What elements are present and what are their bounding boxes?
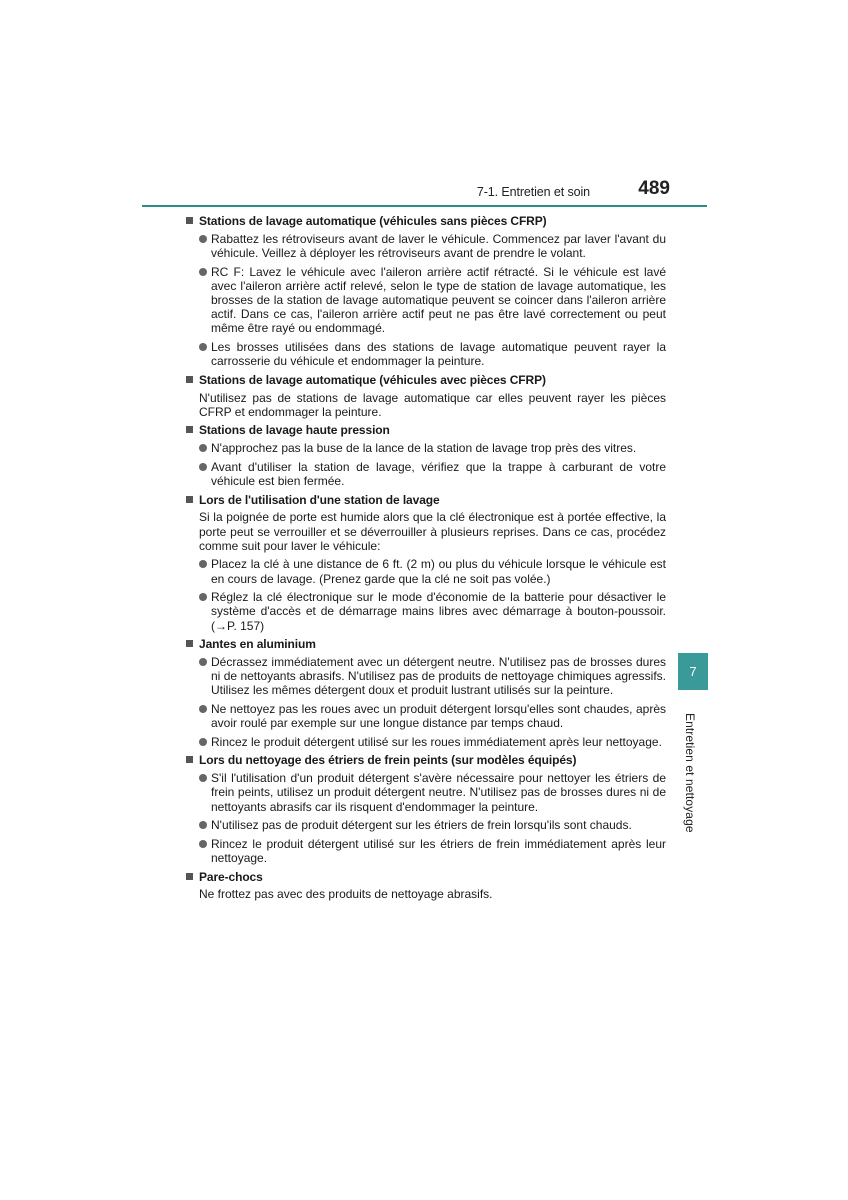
square-bullet-icon <box>186 640 193 647</box>
round-bullet-icon <box>199 268 207 276</box>
list-item: Rabattez les rétroviseurs avant de laver le véhicule. Commencez par laver l'avant du véhicule. Veillez à déployer les rétroviseurs avant de prendre le volant. <box>186 232 666 260</box>
list-item: N'approchez pas la buse de la lance de la station de lavage trop près des vitres. <box>186 441 666 455</box>
round-bullet-icon <box>199 343 207 351</box>
round-bullet-icon <box>199 774 207 782</box>
chapter-tab: 7 <box>678 653 708 690</box>
list-item: Avant d'utiliser la station de lavage, vérifiez que la trappe à carburant de votre véhicule est bien fermée. <box>186 460 666 488</box>
section-paragraph: N'utilisez pas de stations de lavage automatique car elles peuvent rayer les pièces CFRP et endommager la peinture. <box>199 390 666 419</box>
section-aluminium-wheels <box>186 637 666 749</box>
round-bullet-icon <box>199 738 207 746</box>
round-bullet-icon <box>199 821 207 829</box>
section-heading: Jantes en aluminium <box>186 637 666 651</box>
round-bullet-icon <box>199 235 207 243</box>
chapter-label: Entretien et nettoyage <box>683 713 697 833</box>
section-heading: Stations de lavage automatique (véhicules sans pièces CFRP) <box>186 214 666 228</box>
section-brake-calipers <box>186 753 666 865</box>
list-item: Placez la clé à une distance de 6 ft. (2 m) ou plus du véhicule lorsque le véhicule est en cours de lavage. (Prenez garde que la clé ne soit pas volée.) <box>186 557 666 585</box>
page-header <box>142 172 707 208</box>
section-automatic-wash-cfrp <box>186 373 666 419</box>
section-heading: Pare-chocs <box>186 870 666 884</box>
round-bullet-icon <box>199 658 207 666</box>
header-divider <box>142 205 707 207</box>
section-paragraph: Si la poignée de porte est humide alors que la clé électronique est à portée effective, la porte peut se verrouiller et se déverrouiller à plusieurs reprises. Dans ce cas, procédez comme suit pour laver le véhicule: <box>199 510 666 553</box>
list-item: N'utilisez pas de produit détergent sur les étriers de frein lorsqu'ils sont chauds. <box>186 818 666 832</box>
square-bullet-icon <box>186 376 193 383</box>
list-item: RC F: Lavez le véhicule avec l'aileron arrière actif rétracté. Si le véhicule est lavé avec l'aileron arrière actif relevé, selon le type de station de lavage automatique, les brosses de la station de lavage automatique peuvent se coincer dans l'aileron arrière actif. Dans ce cas, l'aileron arrière actif peut ne pas être lavé correctement ou peut même être rayé ou endommagé. <box>186 265 666 336</box>
section-heading: Stations de lavage automatique (véhicules avec pièces CFRP) <box>186 373 666 387</box>
list-item: Ne nettoyez pas les roues avec un produit détergent lorsqu'elles sont chaudes, après avoir roulé par exemple sur une longue distance par temps chaud. <box>186 702 666 730</box>
round-bullet-icon <box>199 463 207 471</box>
section-heading: Lors de l'utilisation d'une station de lavage <box>186 493 666 507</box>
page-content <box>186 214 666 906</box>
page-number: 489 <box>638 178 670 199</box>
list-item: Les brosses utilisées dans des stations de lavage automatique peuvent rayer la carrosserie du véhicule et endommager la peinture. <box>186 340 666 368</box>
square-bullet-icon <box>186 756 193 763</box>
section-paragraph: Ne frottez pas avec des produits de nettoyage abrasifs. <box>199 887 493 902</box>
square-bullet-icon <box>186 217 193 224</box>
list-item: S'il l'utilisation d'un produit détergent s'avère nécessaire pour nettoyer les étriers de frein peints, utilisez un produit détergent neutre. N'utilisez pas de brosses dures ni de nettoyants abrasifs car ils risquent d'endommager la peinture. <box>186 771 666 814</box>
section-automatic-wash-no-cfrp <box>186 214 666 368</box>
list-item: Réglez la clé électronique sur le mode d'économie de la batterie pour désactiver le système d'accès et de démarrage mains libres avec démarrage à bouton-poussoir. (→P. 157) <box>186 590 666 633</box>
square-bullet-icon <box>186 496 193 503</box>
round-bullet-icon <box>199 560 207 568</box>
section-heading: Lors du nettoyage des étriers de frein peints (sur modèles équipés) <box>186 753 666 767</box>
list-item: Décrassez immédiatement avec un détergent neutre. N'utilisez pas de brosses dures ni de nettoyants abrasifs. N'utilisez pas de produits de nettoyage chimiques agressifs. Utilisez les mêmes détergent doux et produit lustrant utilisés sur la peinture. <box>186 655 666 698</box>
list-item: Rincez le produit détergent utilisé sur les étriers de frein immédiatement après leur nettoyage. <box>186 837 666 865</box>
list-item: Rincez le produit détergent utilisé sur les roues immédiatement après leur nettoyage. <box>186 735 666 749</box>
round-bullet-icon <box>199 444 207 452</box>
round-bullet-icon <box>199 593 207 601</box>
section-heading: Stations de lavage haute pression <box>186 423 666 437</box>
section-using-wash-station <box>186 493 666 633</box>
section-high-pressure-wash <box>186 423 666 488</box>
square-bullet-icon <box>186 426 193 433</box>
section-title: 7-1. Entretien et soin <box>476 185 590 199</box>
square-bullet-icon <box>186 873 193 880</box>
section-bumpers <box>186 870 666 902</box>
round-bullet-icon <box>199 840 207 848</box>
round-bullet-icon <box>199 705 207 713</box>
